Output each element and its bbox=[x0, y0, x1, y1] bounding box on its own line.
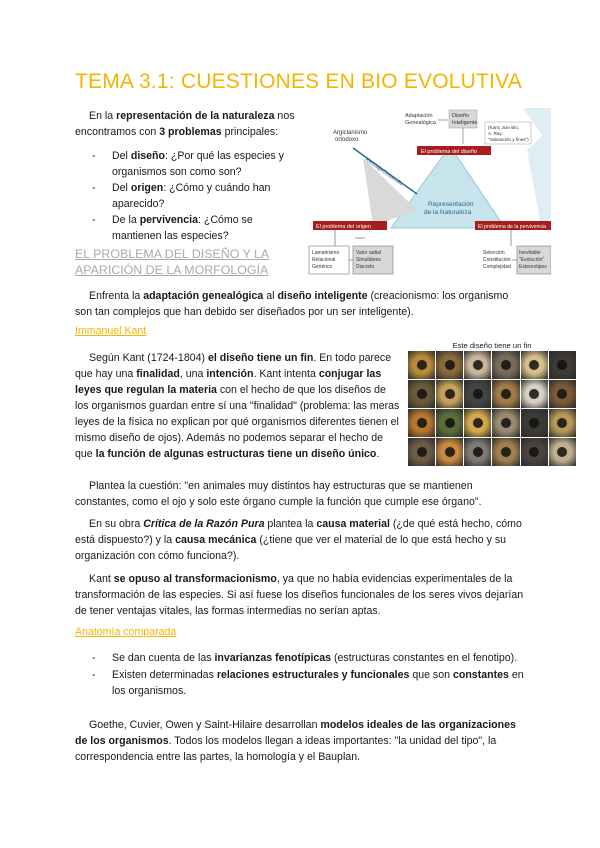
center-l1: Representación bbox=[428, 201, 474, 208]
diseno-l2: Inteligente bbox=[452, 120, 478, 126]
argiclanismo-l2: ortodoxo bbox=[335, 137, 359, 143]
eye-tile bbox=[464, 409, 491, 437]
eye-tile bbox=[492, 409, 519, 437]
box2-l2: Simultáneo bbox=[356, 257, 382, 263]
box1-l1: Lamarkismo bbox=[312, 250, 340, 256]
eye-tile bbox=[464, 380, 491, 408]
box4-l3: Estereotipos bbox=[519, 264, 547, 270]
eye-tile bbox=[492, 380, 519, 408]
paragraph-transformacionismo: Kant se opuso al transformacionismo, ya que no había evidencias experimentales de la transformación de las especies. Si así fuese los diseños funcionales de los seres vivos dejarían de tener ventajas vitales, las formas intermedias no serían aptas. bbox=[75, 573, 524, 617]
eye-tile bbox=[492, 438, 519, 466]
anatomia-list bbox=[75, 650, 527, 699]
eye-tile bbox=[549, 380, 576, 408]
eye-tile bbox=[521, 380, 548, 408]
list-item: - Se dan cuenta de las invarianzas fenotípicas (estructuras constantes en el fenotipo). bbox=[75, 650, 527, 666]
eye-tile bbox=[408, 438, 435, 466]
kant-heading: Immanuel Kant bbox=[75, 325, 147, 337]
eye-tile bbox=[492, 351, 519, 379]
argiclanismo-l1: Argiclanismo bbox=[333, 130, 368, 136]
diagonal-label: Reciclaje/Desarrollo bbox=[363, 156, 404, 188]
eye-tile bbox=[436, 380, 463, 408]
intro-paragraph: En la representación de la naturaleza nos encontramos con 3 problemas principales: bbox=[75, 110, 295, 138]
photo-caption: Este diseño tiene un fin bbox=[408, 340, 576, 351]
eye-tile bbox=[549, 438, 576, 466]
eyes-photo bbox=[408, 340, 576, 466]
eye-tile bbox=[549, 351, 576, 379]
eye-tile bbox=[464, 438, 491, 466]
paragraph-cuestion: Plantea la cuestión: "en animales muy distintos hay estructuras que se mantienen constantes, como el ojo y solo este órgano cumple la función que cumple ese órgano". bbox=[75, 480, 482, 508]
paragraph-kant: Según Kant (1724-1804) el diseño tiene un fin. En todo parece que hay una finalidad, una intención. Kant intenta conjugar las leyes que regulan la materia con el hecho de que los diseños de los organismos guardan entre sí una "finalidad" (problema: las meras leyes de la física no explican por qué organismos diferentes tienen el mismo diseño de ojos). Además no podemos separar el hecho de que la función de algunas estructuras tiene un diseño único. bbox=[75, 352, 400, 460]
eye-tile bbox=[436, 351, 463, 379]
box4-l2: "Evolución" bbox=[519, 257, 545, 263]
eye-tile bbox=[408, 380, 435, 408]
list-item: - Del origen: ¿Cómo y cuándo han aparecido? bbox=[75, 180, 301, 212]
eye-tile bbox=[464, 351, 491, 379]
eye-tile bbox=[408, 409, 435, 437]
section-heading: EL PROBLEMA DEL DISEÑO Y LA APARICIÓN DE LA MORFOLOGÍA bbox=[75, 247, 270, 277]
eye-tile bbox=[436, 438, 463, 466]
box1-l3: Genérico bbox=[312, 264, 333, 270]
box4-l1: Inevitable bbox=[519, 250, 541, 256]
anatomia-heading: Anatomía comparada bbox=[75, 626, 177, 638]
adaptacion-l1: Adaptación bbox=[405, 113, 433, 119]
representation-diagram bbox=[305, 108, 551, 280]
box2-l1: Valor radial bbox=[356, 250, 381, 256]
eye-tile bbox=[408, 351, 435, 379]
center-l2: de la Naturaleza bbox=[424, 209, 472, 216]
paragraph-adaptacion: Enfrenta la adaptación genealógica al diseño inteligente (creacionismo: los organismo son tan complejos que han debido ser diseñados por un ser inteligente). bbox=[75, 290, 509, 318]
eye-tile bbox=[521, 438, 548, 466]
eye-tile bbox=[521, 351, 548, 379]
eye-tile bbox=[549, 409, 576, 437]
box2-l3: Discreto bbox=[356, 264, 375, 270]
box3-l3: Complejidad bbox=[483, 264, 511, 270]
list-item: - Existen determinadas relaciones estructurales y funcionales que son constantes en los organismos. bbox=[75, 667, 527, 699]
paragraph-goethe: Goethe, Cuvier, Owen y Saint-Hilaire desarrollan modelos ideales de las organizaciones de los organismos. Todos los modelos llegan a ideas importantes: "la unidad del tipo", la correspondencia entre las partes, la homología y el Bauplan. bbox=[75, 719, 516, 763]
kant-l3: "Valoración y fines") bbox=[488, 137, 529, 142]
box3-l1: Selección bbox=[483, 250, 505, 256]
paragraph-critica: En su obra Crítica de la Razón Pura plantea la causa material (¿de qué está hecho, cómo está dispuesto?) y la causa mecánica (¿tiene que ver el material de lo que está hecho y su organización con cómo funciona?). bbox=[75, 518, 522, 562]
page-title: TEMA 3.1: CUESTIONES EN BIO EVOLUTIVA bbox=[75, 70, 522, 93]
problema-origen-label: El problema del origen bbox=[316, 224, 372, 230]
eye-tile bbox=[521, 409, 548, 437]
problems-list bbox=[75, 148, 301, 244]
problema-pervivencia-label: El problema de la pervivencia bbox=[478, 224, 547, 230]
kant-l2: A. Ray. bbox=[488, 131, 503, 136]
box3-l2: Constitución bbox=[483, 257, 511, 263]
box1-l2: Relacional bbox=[312, 257, 336, 263]
eye-grid bbox=[408, 351, 576, 466]
eye-tile bbox=[436, 409, 463, 437]
list-item: - De la pervivencia: ¿Cómo se mantienen las especies? bbox=[75, 212, 301, 244]
kant-l1: (Kant, Joie Bio, bbox=[488, 125, 520, 130]
problema-diseno-label: El problema del diseño bbox=[421, 149, 477, 155]
list-item: - Del diseño: ¿Por qué las especies y organismos son como son? bbox=[75, 148, 301, 180]
adaptacion-l2: Genealógica bbox=[405, 120, 436, 126]
diseno-l1: Diseño bbox=[452, 113, 470, 119]
